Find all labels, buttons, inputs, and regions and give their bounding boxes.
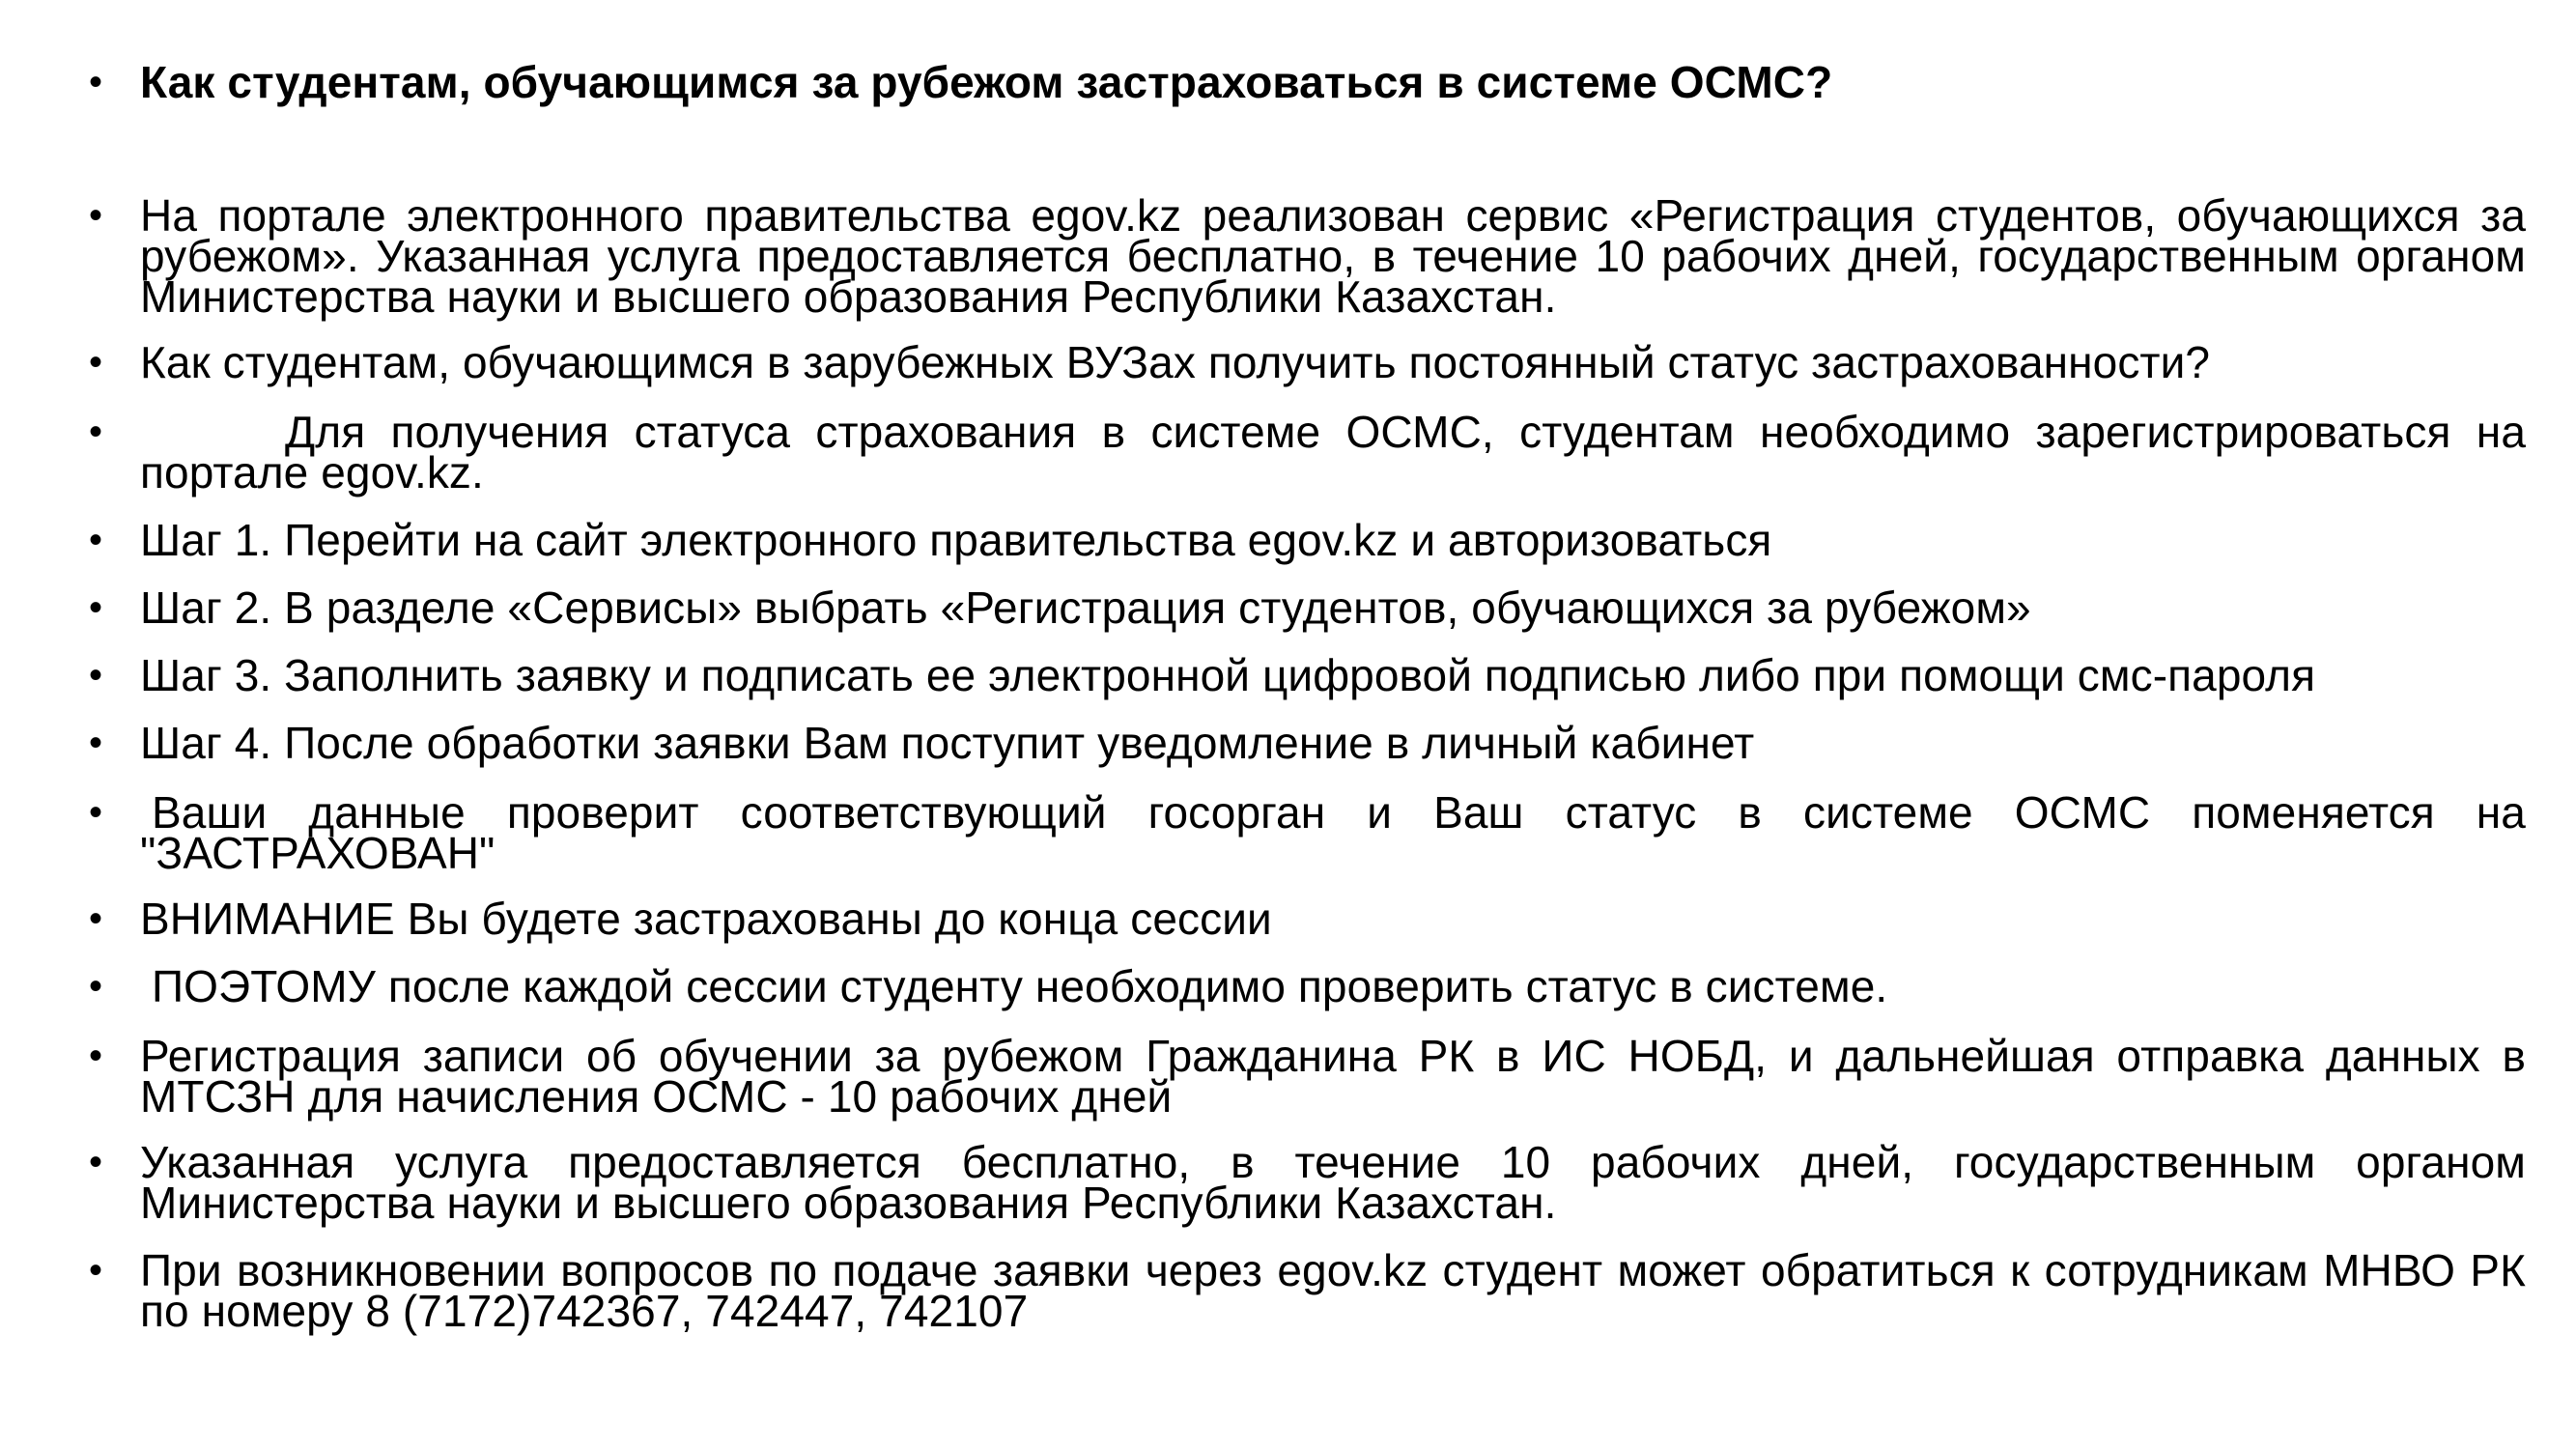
nobd-registration-text: Регистрация записи об обучении за рубежом Гражданина РК в ИС НОБД, и дальнейшая отправка данных в МТСЗН для начисления ОСМС - 10 рабочих дней <box>140 1031 2526 1122</box>
bullet-icon: • <box>89 1249 103 1292</box>
bullet-icon: • <box>89 194 103 237</box>
bullet-icon: • <box>89 1141 103 1183</box>
free-service-text: Указанная услуга предоставляется бесплатно, в течение 10 рабочих дней, государственным органом Министерства науки и высшего образования Республики Казахстан. <box>140 1137 2526 1228</box>
step-2-text: Шаг 2. В разделе «Сервисы» выбрать «Регистрация студентов, обучающихся за рубежом» <box>140 582 2031 633</box>
step-3-text: Шаг 3. Заполнить заявку и подписать ее электронной цифровой подписью либо при помощи смс-пароля <box>140 650 2316 700</box>
bullet-icon: • <box>89 411 103 453</box>
bullet-icon: • <box>89 61 103 103</box>
bullet-icon: • <box>89 722 103 764</box>
step-4-text: Шаг 4. После обработки заявки Вам поступит уведомление в личный кабинет <box>140 718 1755 768</box>
heading-question: Как студентам, обучающимся за рубежом застраховаться в системе ОСМС? <box>140 57 1833 107</box>
bullet-icon: • <box>89 654 103 696</box>
bullet-icon: • <box>89 519 103 561</box>
attention-text: ВНИМАНИЕ Вы будете застрахованы до конца сессии <box>140 894 1272 944</box>
status-question-text: Как студентам, обучающимся в зарубежных ВУЗах получить постоянный статус застрахованности? <box>140 337 2211 387</box>
registration-note-text: Для получения статуса страхования в системе ОСМС, студентам необходимо зарегистрироваться на портале egov.kz. <box>140 407 2526 497</box>
egov-service-text: На портале электронного правительства egov.kz реализован сервис «Регистрация студентов, обучающихся за рубежом». Указанная услуга предоставляется бесплатно, в течение 10 рабочих дней, государственным органом Министерства науки и высшего образования Республики Казахстан. <box>140 190 2526 322</box>
step-1-text: Шаг 1. Перейти на сайт электронного правительства egov.kz и авторизоваться <box>140 515 1772 565</box>
bullet-icon: • <box>89 1035 103 1077</box>
status-change-text: Ваши данные проверит соответствующий госорган и Ваш статус в системе ОСМС поменяется на "ЗАСТРАХОВАН" <box>140 787 2526 878</box>
contacts-text: При возникновении вопросов по подаче заявки через egov.kz студент может обратиться к сотрудникам МНВО РК по номеру 8 (7172)742367, 742447, 742107 <box>140 1245 2526 1336</box>
bullet-icon: • <box>89 965 103 1008</box>
bullet-icon: • <box>89 586 103 629</box>
therefore-text: ПОЭТОМУ после каждой сессии студенту необходимо проверить статус в системе. <box>152 961 1888 1011</box>
bullet-icon: • <box>89 897 103 940</box>
bullet-icon: • <box>89 341 103 384</box>
bullet-icon: • <box>89 791 103 834</box>
